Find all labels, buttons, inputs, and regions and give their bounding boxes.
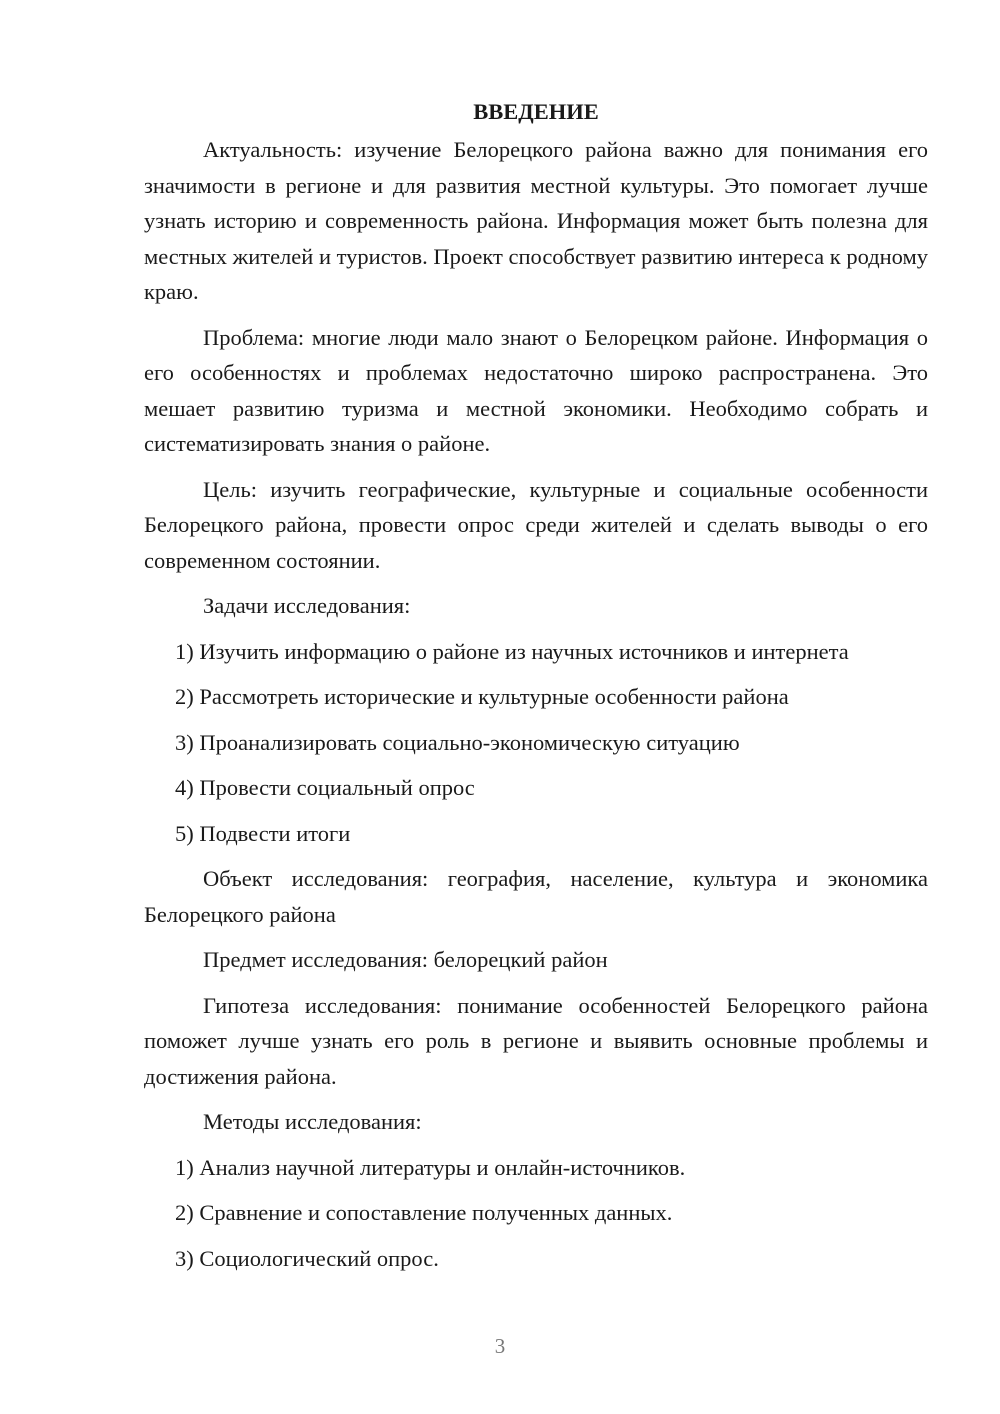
- page-number: 3: [494, 1334, 506, 1358]
- hypothesis-paragraph: Гипотеза исследования: понимание особенностей Белорецкого района поможет лучше узнать его роль в регионе и выявить основные проблемы и достижения района.: [144, 992, 928, 1089]
- task-item: 5) Подвести итоги: [175, 820, 351, 846]
- relevance-paragraph: Актуальность: изучение Белорецкого района важно для понимания его значимости в регионе и для развития местной культуры. Это помогает лучше узнать историю и современность района. Информация может быть полезна для местных жителей и туристов. Проект способствует развитию интереса к родному краю.: [144, 137, 928, 304]
- tasks-list: [144, 634, 928, 852]
- object-paragraph: Объект исследования: география, население, культура и экономика Белорецкого района: [144, 866, 928, 927]
- task-item: 1) Изучить информацию о районе из научных источников и интернета: [175, 638, 849, 664]
- task-item: 3) Проанализировать социально-экономическую ситуацию: [175, 729, 740, 755]
- problem-paragraph: Проблема: многие люди мало знают о Белорецком районе. Информация о его особенностях и проблемах недостаточно широко распространена. Это мешает развитию туризма и местной экономики. Необходимо собрать и систематизировать знания о районе.: [144, 324, 928, 456]
- method-item: 2) Сравнение и сопоставление полученных данных.: [175, 1200, 673, 1225]
- subject-paragraph: Предмет исследования: белорецкий район: [203, 947, 608, 972]
- section-title: ВВЕДЕНИЕ: [473, 99, 599, 124]
- methods-heading: Методы исследования:: [203, 1109, 422, 1134]
- task-item: 4) Провести социальный опрос: [175, 775, 475, 800]
- tasks-heading: Задачи исследования:: [203, 593, 411, 618]
- method-item: 1) Анализ научной литературы и онлайн-источников.: [175, 1154, 686, 1180]
- task-item: 2) Рассмотреть исторические и культурные особенности района: [175, 684, 789, 709]
- goal-paragraph: Цель: изучить географические, культурные и социальные особенности Белорецкого района, провести опрос среди жителей и сделать выводы о его современном состоянии.: [144, 476, 928, 573]
- page-content: [144, 94, 928, 1286]
- methods-list: [144, 1150, 928, 1277]
- method-item: 3) Социологический опрос.: [175, 1245, 439, 1271]
